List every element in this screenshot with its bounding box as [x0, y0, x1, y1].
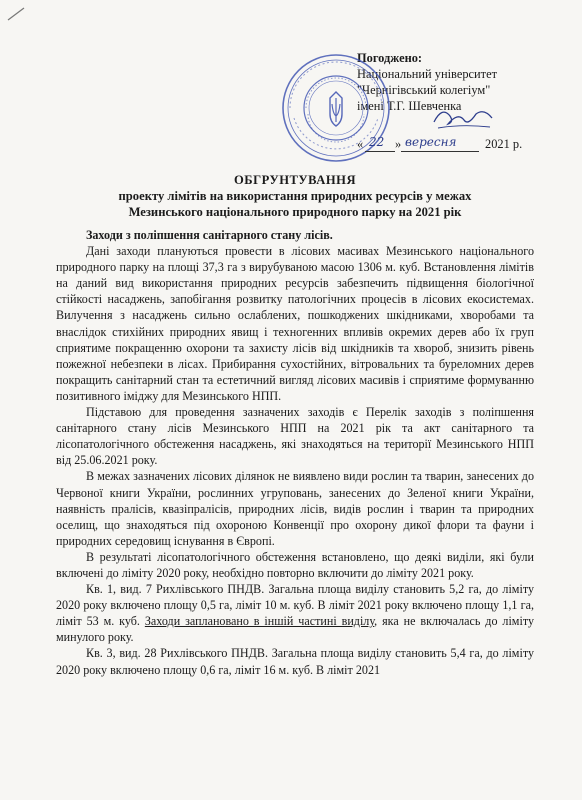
- approval-line-3: імені Т.Г. Шевченка: [357, 99, 462, 113]
- date-open-quote: «: [357, 137, 364, 151]
- approval-line-2: "Чернігівський колегіум": [357, 83, 491, 97]
- paragraph-5-end: , яка не включалась до ліміту минулого року.: [56, 614, 534, 645]
- paragraph-2: Підставою для проведення зазначених заходів є Перелік заходів з поліпшення санітарного стану лісів Мезинського НПП на 2021 рік та акт санітарного та лісопатологічного обстеження насаджень, які знаходяться на території Мезинського НПП від 25.06.2021 року.: [56, 405, 534, 468]
- title-line-2: проекту лімітів на використання природних ресурсів у межах: [118, 189, 472, 203]
- approval-date-line: [357, 137, 567, 153]
- date-day-handwritten: 22: [369, 135, 385, 149]
- document-body: [56, 227, 534, 678]
- document-title: [60, 172, 530, 220]
- date-close-quote: »: [395, 137, 402, 151]
- paragraph-3: В межах зазначених лісових ділянок не виявлено види рослин та тварин, занесених до Червоної книги України, рослинних угруповань, занесених до Зеленої книги України, наявність пралісів, квазіпралісів, природних лісів, видів рослин і тварин та природних оселищ, що знаходяться під охороною Конвенції про охорону дикої флори та фауни і природних середовищ існування в Європі.: [56, 469, 534, 548]
- paragraph-4: В результаті лісопатологічного обстеження встановлено, що деякі виділи, які були включені до ліміту 2020 року, необхідно повторно включити до ліміту 2021 року.: [56, 549, 534, 580]
- date-day-underline: [365, 151, 395, 152]
- date-year: 2021 р.: [485, 137, 523, 151]
- section-heading: Заходи з поліпшення санітарного стану лісів.: [86, 228, 333, 242]
- paragraph-5: [56, 581, 534, 645]
- title-line-3: Мезинського національного природного парку на 2021 рік: [128, 205, 462, 219]
- paragraph-5-start: Кв. 1, вид. 7 Рихлівського ПНДВ. Загальна площа виділу становить 5,2 га, до ліміту 2020 року включено площу 0,5 га, ліміт 10 м. куб. В ліміт 2021 року включено площу 1,1 га, ліміт 53 м. куб.: [56, 582, 534, 629]
- approval-heading: Погоджено:: [357, 51, 423, 65]
- paragraph-1: Дані заходи плануються провести в лісових масивах Мезинського національного природного парку на площі 37,3 га з вирубуваною масою 1306 м. куб. Встановлення лімітів на даний вид використання природних ресурсів забезпечить підвищення біологічної стійкості насаджень, запобігання розвитку патологічних процесів в лісових екосистемах. Вилучення з насаджень сильно ослаблених, пошкоджених шкідниками, хворобами та внаслідок стихійних природних явищ і техногенних впливів окремих дерев або їх груп сприятиме покращенню охорони та захисту лісів від шкідників та хвороб, знизить рівень пожежної небезпеки в лісах. Прибирання сухостійних, вітровальних та буреломних дерев покращить санітарний стан та естетичний вигляд лісових масивів і сприятиме формуванню позитивного іміджу для Мезинського НПП.: [56, 244, 534, 403]
- paragraph-5-underlined: Заходи заплановано в іншій частині виділу: [144, 614, 375, 629]
- approval-line-1: Національний університет: [357, 67, 497, 81]
- corner-pen-mark: [6, 6, 28, 22]
- handwritten-signature: [428, 100, 498, 134]
- date-month-underline: [401, 151, 479, 152]
- title-line-1: ОБГРУНТУВАННЯ: [233, 173, 357, 187]
- paragraph-6: Кв. 3, вид. 28 Рихлівського ПНДВ. Загальна площа виділу становить 5,4 га, до ліміту 2020 року включено площу 0,6 га, ліміт 16 м. куб. В ліміт 2021: [56, 646, 534, 677]
- date-month-handwritten: вересня: [405, 135, 457, 149]
